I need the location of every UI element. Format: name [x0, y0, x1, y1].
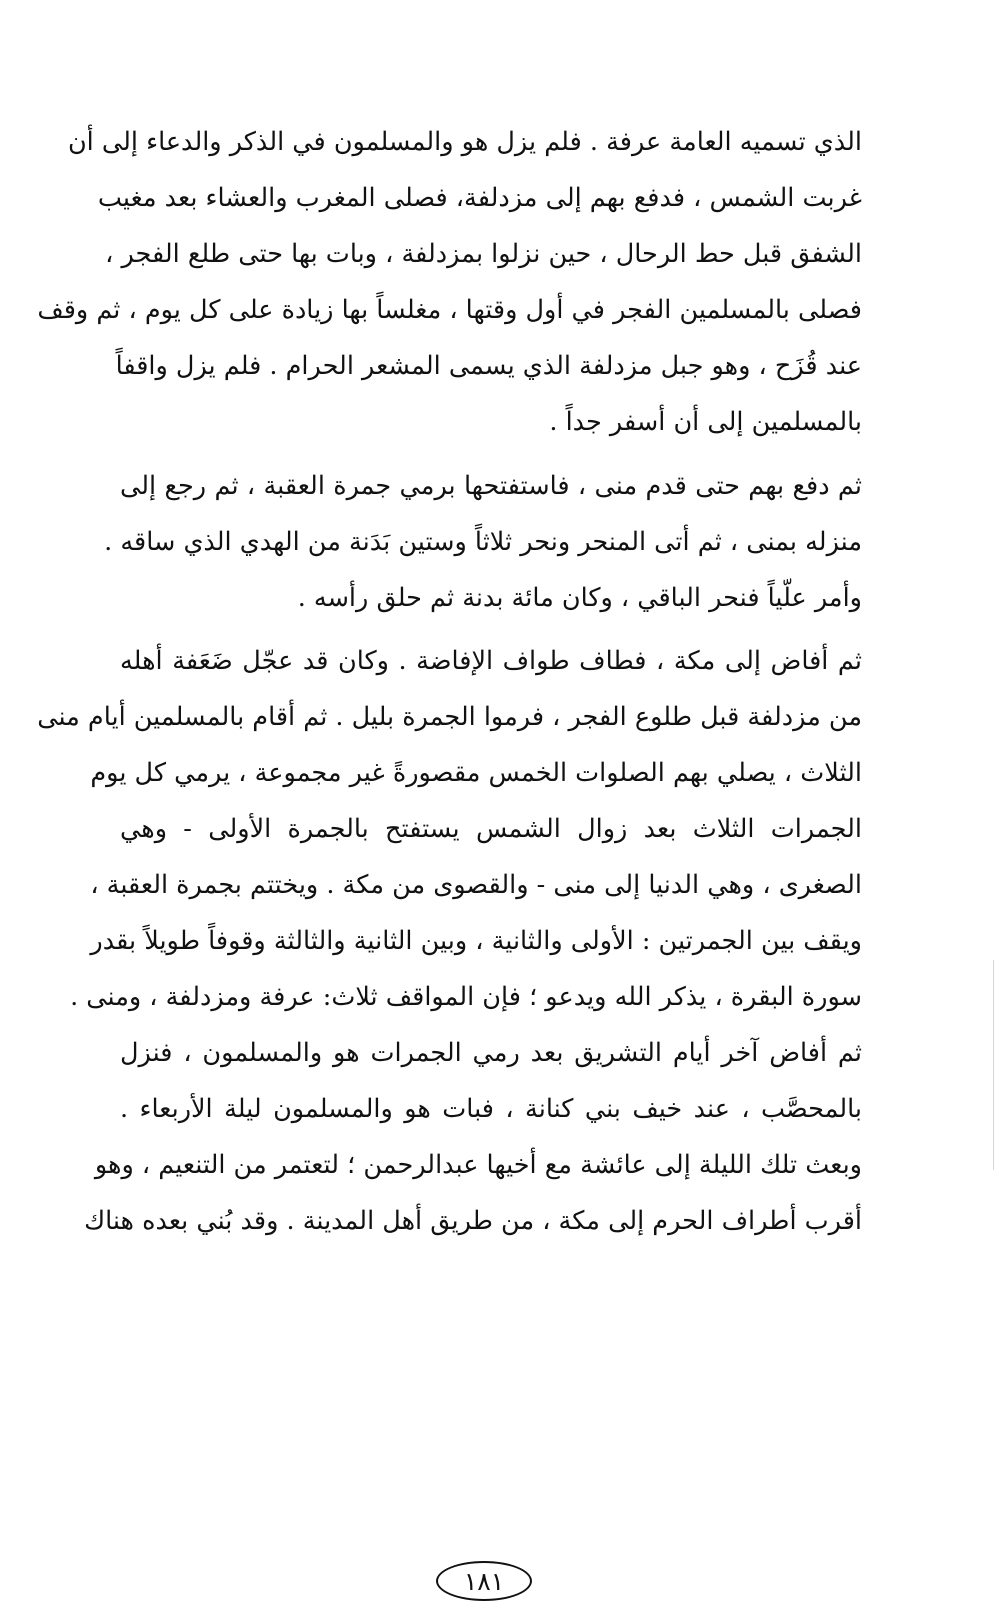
text-line: الجمرات الثلاث بعد زوال الشمس يستفتح بالجمرة الأولى - وهي [120, 814, 862, 844]
text-line: بالمسلمين إلى أن أسفر جداً . [549, 407, 862, 437]
text-line: ثم أفاض إلى مكة ، فطاف طواف الإفاضة . وكان قد عجّل ضَعَفة أهله [120, 646, 862, 676]
page-number-label: ١٨١ [463, 1566, 505, 1596]
paragraph-1 [37, 114, 862, 450]
text-line: منزله بمنى ، ثم أتى المنحر ونحر ثلاثاً وستين بَدَنة من الهدي الذي ساقه . [104, 527, 862, 557]
text-line: من مزدلفة قبل طلوع الفجر ، فرموا الجمرة بليل . ثم أقام بالمسلمين أيام منى [37, 702, 862, 732]
text-line: سورة البقرة ، يذكر الله ويدعو ؛ فإن المواقف ثلاث: عرفة ومزدلفة ، ومنى . [70, 982, 862, 1012]
scan-mark [993, 960, 994, 1170]
text-line: الذي تسميه العامة عرفة . فلم يزل هو والمسلمون في الذكر والدعاء إلى أن [67, 127, 862, 157]
paragraph-3 [37, 633, 862, 1249]
text-line: الصغرى ، وهي الدنيا إلى منى - والقصوى من مكة . ويختتم بجمرة العقبة ، [90, 870, 862, 900]
text-line: وأمر علّياً فنحر الباقي ، وكان مائة بدنة ثم حلق رأسه . [297, 583, 862, 613]
text-line: ثم دفع بهم حتى قدم منى ، فاستفتحها برمي جمرة العقبة ، ثم رجع إلى [120, 471, 862, 501]
text-line: بالمحصَّب ، عند خيف بني كنانة ، فبات هو والمسلمون ليلة الأربعاء . [120, 1094, 862, 1124]
text-line: فصلى بالمسلمين الفجر في أول وقتها ، مغلساً بها زيادة على كل يوم ، ثم وقف [37, 295, 862, 325]
page-number [436, 1561, 532, 1601]
paragraph-2 [104, 458, 862, 626]
text-line: وبعث تلك الليلة إلى عائشة مع أخيها عبدالرحمن ؛ لتعتمر من التنعيم ، وهو [94, 1150, 862, 1180]
text-line: الشفق قبل حط الرحال ، حين نزلوا بمزدلفة ، وبات بها حتى طلع الفجر ، [105, 239, 862, 269]
text-line: ويقف بين الجمرتين : الأولى والثانية ، وبين الثانية والثالثة وقوفاً طويلاً بقدر [90, 926, 862, 956]
text-line: غربت الشمس ، فدفع بهم إلى مزدلفة، فصلى المغرب والعشاء بعد مغيب [97, 183, 862, 213]
text-line: ثم أفاض آخر أيام التشريق بعد رمي الجمرات هو والمسلمون ، فنزل [120, 1038, 862, 1068]
text-line: أقرب أطراف الحرم إلى مكة ، من طريق أهل المدينة . وقد بُني بعده هناك [84, 1206, 862, 1236]
text-line: الثلاث ، يصلي بهم الصلوات الخمس مقصورةً غير مجموعة ، يرمي كل يوم [90, 758, 862, 788]
text-line: عند قُزَح ، وهو جبل مزدلفة الذي يسمى المشعر الحرام . فلم يزل واقفاً [115, 351, 862, 381]
